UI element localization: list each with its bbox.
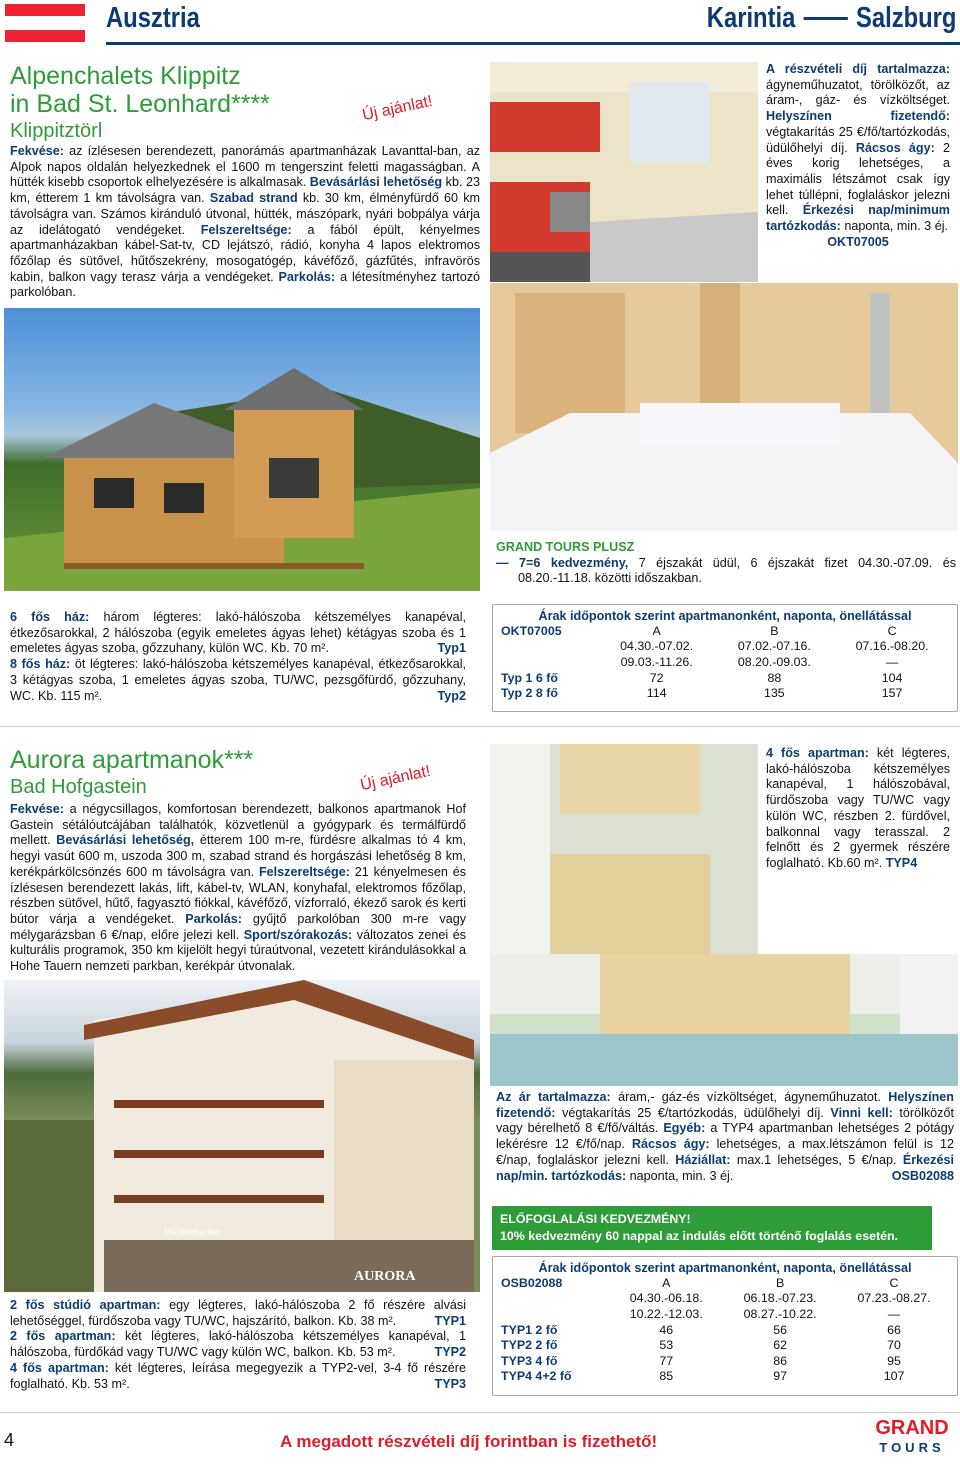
offer2-title: Aurora apartmanok*** Bad Hofgastein	[10, 746, 254, 798]
offer1-description: Fekvése: az ízlésesen berendezett, panorámás apartmanházak Lavanttal-ban, az Alpok napos oldalán helyezkednek el 1600 m tengerszint feletti magasságban. A hütték kisebb csoportok elhelyezésére is alkalmasak. Bevásárlási lehetőség kb. 23 km, étterem 1 km távolságra van. Szabad strand kb. 30 km, élményfürdő 60 km távolságra van. Számos kiránduló útvonal, hütték, mászópark, nyári bobpálya várja az idelátogató vendégeket. Felszereltsége: a fából épült, kényelmes apartmanházakban kábel-Sat-tv, CD lejátszó, rádió, konyha 4 lapos elektromos főzőlap és sütővel, hűtőszekrény, mosogatógép, kávéfőző, gázfűtés, infravörös kabin, balkon vagy terasz várja a vendégeket. Parkolás: a létesítményhez tartozó parkolóban.	[10, 144, 481, 300]
hotel-sign: AURORA	[354, 1269, 416, 1284]
offer2-description: Fekvése: a négycsillagos, komfortosan berendezett, balkonos apartmanok Hof Gastein sétálóutcájában találhatók, közvetlenül a gyógypark és termálfürdő mellett. Bevásárlási lehetőség, étterem 100 m-re, fürdésre alkalmas tó 4 km, hegyi vasút 600 m, uszoda 300 m, szabad strand és horgászási lehetőség 8 km, kerékpárkölcsönzés 600 m távolságra van. Felszereltsége: 21 kényelmesen és ízlésesen berendezett lakás, lift, kábel-tv, WLAN, konyhafal, elektromos főzőlap, részben sütővel, hűtő, fagyasztó fiókkal, kávéfőző, vízforraló, ékező sarok és kerti bútor várja a vendégeket. Parkolás: gyűjtő parkolóban 300 m-re vagy mélygarázsban 6 €/nap, előre jelezi kell. Sport/szórakozás: változatos zenei és kulturális programok, 350 km kijelölt hegyi túraútvonal, vezetett kirándulásokkal a Hohe Tauern nemzeti parkban, kerékpár útvonalak.	[10, 802, 467, 974]
table-row: TYP3 4 fő 77 86 95	[501, 1353, 901, 1368]
footer-rule	[0, 1412, 960, 1413]
header-rule	[106, 42, 960, 45]
new-offer-stamp-2: Új ajánlat!	[358, 762, 433, 795]
offer2-apt4-description: 4 fős apartman: két légteres, lakó-hálószoba kétszemélyes kanapéval, 1 hálószobával, fürdőszoba vagy TU/WC vagy külön WC, részben 2. fürdővel, balkonnal vagy terasszal. 2 felnőtt és 2 gyermek részére foglalható. Kb.60 m². TYP4	[766, 746, 950, 870]
table-row: Typ 1 6 fő 72 88 104	[501, 670, 903, 685]
footer-notice: A megadott részvételi díj forintban is fizethető!	[280, 1432, 658, 1451]
table-row: Typ 2 8 fő 114 135 157	[501, 686, 903, 701]
table-row: TYP2 2 fő 53 62 70	[501, 1338, 901, 1353]
offer2-conditions: Az ár tartalmazza: áram,- gáz-és vízköltséget, ágyneműhuzatot. Helyszínen fizetendő: végtakarítás 25 €/tartózkodás, üdülőhelyi díj. Vinni kell: törölközőt vagy bérelhető 8 €/fő/váltás. Egyéb: a TYP4 apartmanban lehetséges 2 pótágy lekérésre 12 €/fő/nap. Rácsos ágy: lehetséges, a max.létszámon felül is 12 €/nap, foglaláskor jelezni kell. Háziállat: max.1 lehetséges, 5 €/nap. Érkezési nap/min. tartózkodás: naponta, min. 3 éj. OSB02088	[496, 1090, 954, 1183]
kitchenette-photo	[490, 744, 758, 954]
offer2-price-table: Árak időpontok szerint apartmanonként, naponta, önellátással OSB02088 A B C 04.30.-06.18. 06.18.-07.23. 07.23.-08.27. 10.22.-12.03. 08.27.-10.22. — TYP1 2 fő 46 56 66 TYP2 2 fő 53 62 70 TYP3 4 fő 77 86 95 TYP4 4+2 fő 85 97 107	[492, 1256, 958, 1396]
region-title: Karintia Salzburg	[706, 2, 956, 34]
offer1-price-table: Árak időpontok szerint apartmanonként, naponta, önellátással OKT07005 A B C 04.30.-07.02. 07.02.-07.16. 07.16.-08.20. 09.03.-11.26. 08.20.-09.03. — Typ 1 6 fő 72 88 104 Typ 2 8 fő 114 135 157	[492, 604, 958, 712]
hotel-photo	[4, 980, 480, 1292]
grand-tours-logo: GRAND TOURS	[875, 1417, 949, 1455]
twin-bedroom-photo	[490, 954, 958, 1086]
offer1-house-types: 6 fős ház: három légteres: lakó-hálószoba kétszemélyes kanapéval, étkezősarokkal, 2 hálószoba (egyik emeletes ágyas lehet) kétágyas szoba és 1 emeletes ágyas szoba, gőzzuhany, külön WC. Kb. 70 m². Typ1 8 fős ház: öt légteres: lakó-hálószoba kétszemélyes kanapéval, étkezősarokkal, 3 kétágyas szoba, 1 emeletes ágyas szoba, TU/WC, pezsgőfürdő, gőzzuhany, WC. Kb. 115 m². Typ2	[10, 610, 466, 703]
new-offer-stamp: Új ajánlat!	[360, 92, 435, 125]
chalet-photo	[4, 308, 480, 591]
offer1-title: Alpenchalets Klippitz in Bad St. Leonhard**** Klippitztörl	[10, 62, 270, 142]
country-title: Ausztria	[106, 2, 200, 34]
table-row: TYP4 4+2 fő 85 97 107	[501, 1369, 905, 1384]
kitchen-photo	[490, 62, 758, 282]
page-number: 4	[4, 1430, 15, 1450]
offer1-promo: GRAND TOURS PLUSZ — 7=6 kedvezmény, 7 éjszakát üdül, 6 éjszakát fizet 04.30.-07.09. és 08.20.-11.18. közötti időszakban.	[496, 540, 957, 586]
offer1-code: OKT07005	[827, 234, 889, 249]
section-divider	[0, 726, 960, 727]
table-row: TYP1 2 fő 46 56 66	[501, 1322, 901, 1337]
offer1-conditions: A részvételi díj tartalmazza: ágyneműhuzatot, törölközőt, az áram-, gáz- és vízköltséget. Helyszínen fizetendő: végtakarítás 25 €/fő/tartózkodás, üdülőhelyi díj. Rácsos ágy: 2 éves korig lehetséges, a maximális létszámot csak így lehet túllépni, foglaláskor jelezni kell. Érkezési nap/minimum tartózkodás: naponta, min. 3 éj. OKT07005	[766, 62, 950, 249]
offer2-apartment-types: 2 fős stúdió apartman: egy légteres, lakó-hálószoba 2 fő részére alvási lehetőséggel, fürdőszoba vagy TU/WC, hajszárító, balkon. Kb. 38 m². TYP1 2 fős apartman: két légteres, lakó-hálószoba kétszemélyes kanapéval, 1 hálószoba, fürdőkád vagy TU/WC vagy külön WC, balkon. Kb. 53 m². TYP2 4 fős apartman: két légteres, leírása megegyezik a TYP2-vel, 3-4 fő részére foglalható. Kb. 53 m². TYP3	[10, 1298, 466, 1391]
hotel-sign-2: Weidenbacher	[164, 1227, 221, 1238]
bedroom-photo	[490, 283, 958, 531]
early-booking-banner: ELŐFOGLALÁSI KEDVEZMÉNY! 10% kedvezmény 60 nappal az indulás előtt történő foglalás esetén.	[492, 1206, 932, 1250]
austria-flag	[5, 4, 85, 42]
